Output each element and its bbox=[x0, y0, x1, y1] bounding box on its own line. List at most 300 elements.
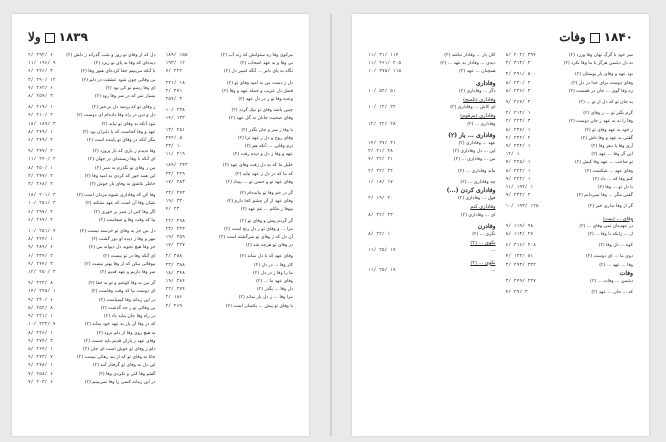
entry-text: چه وفاداری ... (۲) bbox=[460, 179, 496, 185]
entry-text: بی وفائی تو ز حد گذشت (۲) bbox=[100, 305, 156, 311]
entry-text: به جان تو که دل از تو ... (۲) bbox=[578, 100, 633, 106]
entry-row bbox=[28, 338, 156, 346]
entry-reference: ۱۱/ ۲۶۱/ ۲۰۵ bbox=[368, 61, 402, 67]
entry-reference: ۸/ ۲۲۷/ ۱ bbox=[505, 127, 531, 133]
entry-text: دل وفا ... بگذر (۲) bbox=[257, 287, 293, 293]
entry-text: ماند وفاداری ... (۲) bbox=[458, 168, 496, 174]
entry-reference: ۲/ ۲۱۲/ ۱ bbox=[505, 111, 531, 117]
entry-row bbox=[28, 354, 156, 362]
entry-reference: ۷/ ۲۲۵/ ۱ bbox=[505, 160, 531, 166]
entry-text: اگر وفا کنی از عمر بر خوری (۲) bbox=[93, 209, 156, 215]
entry-row bbox=[166, 52, 294, 60]
entry-text: نکوی ... (۲) bbox=[470, 240, 496, 247]
entry-row bbox=[28, 77, 156, 85]
entry-text: وفاداری bbox=[475, 79, 496, 87]
entry-reference: ۳/ ۲۴۷/ ۲ bbox=[28, 173, 53, 179]
entry-row bbox=[368, 168, 496, 176]
entry-row bbox=[28, 112, 156, 120]
entry-row bbox=[28, 269, 156, 277]
entry-row bbox=[368, 231, 496, 239]
entry-text: فول ... وفاداری (۲) bbox=[457, 196, 496, 202]
entry-text: وفای عهد که با دل نماند (۲) bbox=[239, 254, 293, 260]
entry-row bbox=[368, 148, 496, 156]
entry-reference: ۳/ ۲۹۰/ ۱۲ bbox=[28, 77, 56, 83]
entry-text: با آنکه می‌بینم جفا کرده‌ای هنوز وفا (۲) bbox=[80, 69, 156, 75]
entry-text: نگاه به پای دلبر ... آنگه اسیر دل (۲) bbox=[223, 69, 293, 75]
entry-row bbox=[368, 259, 496, 267]
entry-row bbox=[368, 60, 496, 68]
entry-reference: ۸/ ۲۱۹/ ۱ bbox=[28, 105, 53, 111]
entry-text: وفای عهد تو و حسن تو ... بیداد (۲) bbox=[225, 179, 293, 185]
entry-heading bbox=[368, 187, 496, 195]
entry-reference: ۳/ ۲۴۹/ ۲۲۷ bbox=[505, 279, 536, 285]
entry-row bbox=[506, 215, 634, 223]
entry-reference: ۸/ ۲۲۴/ ۱ bbox=[28, 237, 53, 243]
entry-reference: ۶/ ۲۶۷/ ۲ bbox=[28, 217, 53, 223]
entry-reference: ۶/ ۲۹۷/ ۲ bbox=[28, 209, 53, 215]
entry-row bbox=[28, 85, 156, 93]
entry-text: دشمن ... وفات ... (۲) bbox=[590, 279, 633, 285]
entry-text: وفاداری کردن (...) bbox=[446, 187, 496, 195]
entry-row bbox=[506, 223, 634, 231]
entry-row bbox=[166, 262, 294, 270]
entry-row bbox=[506, 80, 634, 88]
entry-text: در این زمانه کسی را وفا نمی‌بینم (۲) bbox=[84, 379, 156, 385]
entry-row bbox=[28, 244, 156, 252]
entry-reference: ۶/ ۲۴۹/ ۲ bbox=[28, 138, 53, 144]
entry-reference: ۱۰/ ۱۲/ ۲۲ bbox=[368, 105, 396, 111]
entry-row bbox=[368, 267, 496, 275]
page-header bbox=[28, 30, 293, 46]
entry-row bbox=[368, 156, 496, 164]
entry-row bbox=[28, 236, 156, 244]
entry-text: همچنان ... عهد (۲) bbox=[459, 69, 496, 75]
entry-row bbox=[506, 168, 634, 176]
entry-reference: ۱۷/ ۲۸۳ bbox=[165, 179, 185, 185]
entry-text: دوی ما ... ای دوست (۲) bbox=[586, 254, 633, 260]
entry-reference: ۱۳/ ۲۵۱ bbox=[165, 127, 185, 133]
entry-row bbox=[506, 184, 634, 192]
entry-reference: ۲۳/ ۲۲۹ bbox=[165, 171, 185, 177]
entry-row bbox=[28, 93, 156, 101]
entry-text: من ز وفای تو نگذرم به عمر (۲) bbox=[95, 165, 156, 171]
entry-row bbox=[368, 212, 496, 220]
entry-text: بسیار سر که در سر وفا رود (۲) bbox=[94, 94, 156, 100]
column bbox=[506, 52, 634, 424]
entry-reference: ۱۸/ ۳۴۸ bbox=[165, 270, 185, 276]
entry-row bbox=[166, 226, 294, 234]
entry-text: این گر وفا ... عهد (۲) bbox=[591, 152, 633, 158]
entry-text: ای کاش ... وفاداری (۲) bbox=[450, 105, 496, 111]
entry-row bbox=[28, 228, 156, 236]
entry-reference: ۱۲/ ۲۲/ ۲۸ bbox=[368, 121, 396, 127]
entry-text: وفای دوست برای خدا در دل (۲) bbox=[571, 80, 633, 86]
entry-row bbox=[28, 52, 156, 60]
entry-row bbox=[166, 270, 294, 278]
entry-reference: ۳/ ۳۱۳/ ۳ bbox=[505, 61, 531, 67]
entry-text: عهد و وفا ز دل و دیده رفت (۲) bbox=[233, 152, 293, 158]
entry-row bbox=[166, 96, 294, 104]
entry-heading bbox=[368, 80, 496, 88]
entry-reference: ۹/ ۲۳۲/ ۲ bbox=[505, 193, 531, 199]
entry-row bbox=[28, 173, 156, 181]
entry-text: جز وفا هیچ نجوید دل دیوانه من (۲) bbox=[88, 245, 156, 251]
entry-row bbox=[166, 143, 294, 151]
entry-row bbox=[368, 239, 496, 247]
book-gutter bbox=[330, 14, 332, 436]
entry-reference: ۹/ ۲۴۷/ ۲ bbox=[28, 149, 53, 155]
entry-row bbox=[166, 206, 294, 214]
entry-text: مگر آنکه در وفای تو پاینده است (۲) bbox=[87, 138, 156, 144]
entry-reference: ۹/ ۲۴۳/ ۷ bbox=[28, 355, 53, 361]
entry-text: بیوفا ز ملکم ... غم عهد (۲) bbox=[240, 207, 293, 213]
entry-text: وفادرن bbox=[477, 222, 496, 230]
entry-text: گر در خم وفا تو مانده‌ام (۲) bbox=[239, 191, 293, 197]
entry-reference: ۱۰/ ۱۹۳/ ۱۲۵ bbox=[505, 204, 539, 210]
entry-text: که ما که در دل ز عهد نیاید (۲) bbox=[235, 171, 293, 177]
column bbox=[28, 52, 156, 424]
entry-text: دل و دین در راه وفا داده‌ام ای دوست (۲) bbox=[76, 113, 156, 119]
entry-row bbox=[506, 71, 634, 79]
entry-reference: ۹/ ۲۴۸/ ۱ bbox=[28, 363, 53, 369]
entry-reference: ۱۸/ ۱۸۹/ ۳ bbox=[28, 121, 56, 127]
entry-reference: ۶/ ۲۲۶/ ۳ bbox=[28, 69, 53, 75]
entry-text: بی وفا و بد عهد اصحاب (۲) bbox=[240, 61, 293, 67]
entry-row bbox=[368, 179, 496, 187]
entry-row bbox=[28, 371, 156, 379]
entry-row bbox=[28, 68, 156, 76]
entry-reference: ۱۱/ ۲۱۹ bbox=[165, 152, 185, 158]
entry-text: با دل تو ... وفا (۲) bbox=[597, 185, 633, 191]
entry-reference: ۲/ ۲۹۲/ ۶ bbox=[28, 53, 53, 58]
entry-reference: ۱۹/ ۲۸۴ bbox=[165, 279, 185, 285]
entry-reference: ۱۰/ ۵۲/ ۵۱ bbox=[368, 88, 396, 94]
entry-reference: ۹/ ۲۳۰/ ۶ bbox=[28, 297, 53, 303]
entry-text: در این زمانه وفا کیمیاست (۲) bbox=[98, 297, 156, 303]
entry-text: آری وفا با دهر وفا (۲) bbox=[591, 144, 633, 150]
entry-row bbox=[506, 203, 634, 211]
entry-reference: ۱۹/ ۳۳۰ bbox=[165, 199, 185, 205]
entry-row bbox=[166, 190, 294, 198]
entry-row bbox=[166, 127, 294, 135]
entry-reference: ۸/ ۲۲۶/ ۱ bbox=[28, 330, 53, 336]
entry-text: دل که از وفای تو روز و شب گذراند ز دلش (۲) bbox=[66, 53, 156, 58]
entry-row bbox=[166, 242, 294, 250]
entry-reference: ۹/ ۲۴۴/ ۳ bbox=[28, 261, 53, 267]
entry-text: بیا که وقت وفا و صفاست (۲) bbox=[99, 217, 156, 223]
entry-text: وفا ... عهد ... (۲) bbox=[599, 262, 633, 268]
entry-text: دلم ز وفای تو خوش است ای جان (۲) bbox=[83, 346, 156, 352]
entry-reference: ۹/ ۲۲۲/ ۱ bbox=[505, 144, 531, 150]
entry-text: ز خود به عهد وفای تو (۲) bbox=[584, 127, 633, 133]
entry-row bbox=[28, 362, 156, 370]
entry-text: با وفا ز سر و جان بگذر (۲) bbox=[241, 127, 293, 133]
entry-text: گفتم وفا کنی و نکردی وفا (۲) bbox=[98, 371, 156, 377]
entry-text: ز وفای تو که پرسد دل بی‌خبر (۲) bbox=[91, 105, 156, 111]
entry-row bbox=[28, 148, 156, 156]
entry-row bbox=[28, 60, 156, 68]
entry-row bbox=[506, 231, 634, 239]
entry-text: کان یار ... وفادار نباشد (۲) bbox=[444, 53, 496, 58]
entry-reference: ۶/ ۲۱۶/ ۲۰۸ bbox=[505, 243, 536, 249]
entry-row bbox=[28, 137, 156, 145]
entry-reference: ۸/ ۲۵۰/ ۱ bbox=[28, 165, 53, 171]
entry-row bbox=[166, 162, 294, 170]
entry-row bbox=[166, 278, 294, 286]
entry-text: در راه وفا جان بباید داد (۲) bbox=[103, 314, 156, 320]
entry-reference: ۴/ ۲۳ bbox=[165, 207, 180, 213]
entry-reference: ۲۵۴/ ۳ bbox=[165, 97, 183, 103]
entry-row bbox=[506, 289, 634, 297]
entry-reference: ۸/ ۲۲۲/ ۱ bbox=[505, 168, 531, 174]
entry-text: زه وفا گوی ... جان در قفست (۲) bbox=[568, 88, 633, 94]
entry-reference: ۸/ ۲۵۴/ ۳ bbox=[28, 94, 53, 100]
entry-text: ای آنکه با وفا زیسته‌ای در جهان (۲) bbox=[87, 157, 156, 163]
entry-text: گفتی مگر ... وفا نمی‌دانم (۲) bbox=[576, 193, 633, 199]
entry-text: ... bbox=[491, 267, 496, 273]
entry-row bbox=[28, 217, 156, 225]
entry-text: ای آنکه وفا در تو نیست (۲) bbox=[103, 253, 156, 259]
entry-reference: ۱۱/ ۲۴۰/ ۲ bbox=[28, 157, 56, 163]
entry-row bbox=[166, 198, 294, 206]
entry-reference: ۴/ ۲۶۲/ ۶ bbox=[28, 85, 53, 91]
entry-row bbox=[166, 68, 294, 76]
entry-reference: ۹/ ۲۲۱/ ۱ bbox=[28, 314, 53, 320]
entry-row bbox=[166, 135, 294, 143]
entry-text: ای دوست بیا که وقت وفاست (۲) bbox=[91, 289, 156, 295]
entry-reference: ۱۱/ ۱۹۶/ ۹ bbox=[28, 61, 56, 67]
entry-row bbox=[28, 192, 156, 200]
entry-row bbox=[368, 68, 496, 76]
entry-reference: ۱۲/ ۲۵۰/ ۳ bbox=[28, 270, 56, 276]
entry-row bbox=[506, 278, 634, 286]
entry-row bbox=[506, 151, 634, 159]
entry-text: این همه جور که کردی به امید وفا (۲) bbox=[84, 173, 156, 179]
entry-text: نشان وفا آن است که عهد نشکند (۲) bbox=[85, 201, 156, 207]
entry-reference: ۲/ ۲۲۲/ ۲ bbox=[505, 135, 531, 141]
entry-reference: ۵/ ۲۶۴/ ۱ bbox=[28, 346, 53, 352]
entry-row bbox=[506, 60, 634, 68]
entry-text: بود عهد و وفای یار بوستان (۲) bbox=[575, 72, 633, 78]
entry-reference: ۱۴/ ۱۳۳ bbox=[165, 116, 185, 122]
header-right bbox=[559, 30, 633, 44]
entry-row bbox=[506, 99, 634, 107]
entry-text: عهد و وفا کجاست که با دلبران بود (۲) bbox=[82, 129, 156, 135]
entry-text: گرم بگیر تو ... ز وفای (۲) bbox=[583, 111, 633, 117]
entry-row bbox=[506, 262, 634, 270]
entry-text: وفاداری ... یار (۲) bbox=[448, 131, 496, 139]
entry-reference: ۸/ ۲۲/ ۱ bbox=[368, 232, 391, 238]
entry-text: وفا کن که وفاداری شیوه مردان است (۲) bbox=[76, 193, 156, 199]
header-left bbox=[28, 30, 88, 44]
entry-reference: ۱۰/ ۲۳۸ bbox=[165, 108, 185, 114]
entry-row bbox=[28, 288, 156, 296]
entry-reference: ۱۱/ ۳۱/ ۱۱۴ bbox=[368, 53, 399, 58]
entry-reference: ۹/ ۲۶۷/ ۳۰ bbox=[505, 100, 534, 106]
entry-text: دگر ... وفاداری (۲) bbox=[458, 88, 496, 94]
entry-text: سر وفا داریم و عهد قدیم (۲) bbox=[100, 270, 156, 276]
entry-row bbox=[166, 234, 294, 242]
entry-text: مهر و وفا ز دیده او دور گشت (۲) bbox=[91, 237, 156, 243]
entry-reference: ۲۳/ ۲۲۳ bbox=[165, 226, 185, 232]
entry-reference: ۱۰/ ۲۵۱/ ۳ bbox=[28, 201, 56, 207]
entry-row bbox=[368, 195, 496, 203]
entry-row bbox=[368, 140, 496, 148]
entry-row bbox=[368, 112, 496, 120]
entry-reference: ۱/ ۱۸/ ۱۷ bbox=[368, 179, 393, 185]
entry-text: دیدی ... وفادار به عهد ... (۲) bbox=[440, 61, 496, 67]
entry-reference: ۸/ ۲۰۲/ ۳۹۴ bbox=[505, 53, 536, 58]
entry-row bbox=[28, 305, 156, 313]
entry-text: به هیچ روی وفا از دلم نرود (۲) bbox=[96, 330, 156, 336]
entry-row bbox=[166, 60, 294, 68]
entry-row bbox=[28, 253, 156, 261]
column bbox=[166, 52, 294, 424]
columns bbox=[368, 52, 633, 424]
entry-text: وعده وفا تو ز در دل عهد (۲) bbox=[238, 97, 293, 103]
entry-text: ... bbox=[491, 248, 496, 254]
entry-reference: ۲/ ۲۶۹ bbox=[165, 303, 183, 309]
left-page bbox=[12, 14, 309, 436]
entry-row bbox=[28, 209, 156, 217]
page-number: ۱۸۴۰ bbox=[603, 30, 633, 44]
entry-text: وفاداری (مرقوم) bbox=[460, 113, 496, 120]
entry-row bbox=[28, 156, 156, 164]
entry-row bbox=[28, 121, 156, 129]
entry-reference: ۸/ ۲۴۹/ ۱ bbox=[28, 129, 53, 135]
entry-row bbox=[368, 121, 496, 129]
entry-heading bbox=[368, 132, 496, 140]
entry-text: از ... زانکه با وفا ... (۲) bbox=[587, 232, 633, 238]
column bbox=[368, 52, 496, 424]
entry-text: کنم وفا که ... داد (۲) bbox=[592, 176, 633, 182]
entry-text: در عهدمان نمی وفای ... (۲) bbox=[579, 223, 633, 229]
entry-row bbox=[506, 118, 634, 126]
entry-reference: ۲/ ۱۹/ ۲۰ bbox=[368, 196, 393, 202]
entry-text: ای ... وفاداری (۲) bbox=[460, 212, 496, 218]
entry-text: مرا ... و وفای تو ز دل رنج است (۲) bbox=[224, 226, 293, 232]
entry-text: بیوفائی مکن که از وفا بهتر نیست (۲) bbox=[84, 261, 156, 267]
entry-reference: ۲/ ۲۲۳/ ۳ bbox=[505, 119, 531, 125]
entry-row bbox=[166, 80, 294, 88]
entry-row bbox=[506, 159, 634, 167]
entry-row bbox=[506, 143, 634, 151]
square-icon bbox=[45, 33, 55, 43]
entry-text: وفای عهد ز یاران قدیم باید جست (۲) bbox=[84, 338, 156, 344]
entry-reference: ۸/ ۲۲/ ۲۳ bbox=[368, 212, 393, 218]
entry-text: دیده‌ای که وفا به پای تو ریزد (۲) bbox=[93, 61, 156, 67]
entry-reference: ۹/ ۱۱۹/ ۹۸ bbox=[505, 223, 534, 229]
entry-text: وفای روح و دل ز عهد ترا (۲) bbox=[237, 135, 293, 141]
entry-row bbox=[368, 203, 496, 211]
entry-row bbox=[506, 127, 634, 135]
entry-text: با وفای تو پیش ... یکسان است (۲) bbox=[225, 303, 293, 309]
entry-reference: ۱۰/ ۲۳۲/ ۷ bbox=[28, 322, 56, 328]
entry-row bbox=[166, 107, 294, 115]
entry-text: بی وفائی چون شود عشقت در دلم (۲) bbox=[81, 77, 156, 83]
entry-text: گفتی به عهد و وفا باش (۲) bbox=[581, 135, 633, 141]
entry-text: وفای عهد ... شکست (۲) bbox=[585, 168, 633, 174]
entry-reference: ۹/ ۲۲۲/ ۱ bbox=[505, 176, 531, 182]
running-head: ولا bbox=[28, 30, 41, 44]
entry-text: وفاداری (تلمیح) bbox=[463, 97, 496, 104]
entry-row bbox=[368, 104, 496, 112]
entry-reference: ۷/ ۲۰۳/ ۶ bbox=[28, 379, 53, 385]
entry-reference: ۲۴۲/ ۵ bbox=[165, 135, 183, 141]
entry-row bbox=[506, 242, 634, 250]
entry-reference: ۱۸/ ۲۰۱/ ۳ bbox=[28, 193, 56, 199]
entry-reference: ۱۹/ ۲۵۹ bbox=[165, 235, 185, 241]
entry-text: مرا وفا ... ز دل یار نماند (۲) bbox=[238, 295, 293, 301]
entry-row bbox=[28, 379, 156, 387]
entry-reference: ۱۱/ ۲۵/ ۱۷ bbox=[368, 267, 396, 273]
page-header bbox=[368, 30, 633, 46]
entry-row bbox=[28, 330, 156, 338]
entry-heading bbox=[506, 270, 634, 278]
entry-text: گر از وفا نداری خبر (۲) bbox=[588, 204, 633, 210]
entry-text: خلیل ما که به دل رفت وفای عهد (۲) bbox=[222, 163, 293, 169]
entry-reference: ۴/ ۲۲/ ۲۱ bbox=[368, 157, 393, 163]
entry-row bbox=[368, 88, 496, 96]
entry-reference: ۷/ ۲۵۸/ ۶ bbox=[28, 371, 53, 377]
entry-text: آن دل که ز وفای تو سرگشته است (۲) bbox=[219, 235, 293, 241]
entry-row bbox=[28, 165, 156, 173]
entry-row bbox=[28, 297, 156, 305]
entry-text: کوه ... دل وفا (۲) bbox=[598, 243, 633, 249]
entry-text: وفات bbox=[619, 269, 633, 277]
entry-row bbox=[166, 303, 294, 311]
entry-row bbox=[28, 313, 156, 321]
entry-row bbox=[368, 247, 496, 255]
entry-reference: ۲/ ۱۸۶ bbox=[165, 295, 183, 301]
entry-reference: ۲۳/ ۱۰ bbox=[165, 144, 183, 150]
page-number: ۱۸۳۹ bbox=[58, 30, 88, 44]
entry-row bbox=[166, 294, 294, 302]
entry-text: دل من جز به وفای تو خرسند نیست (۲) bbox=[79, 229, 156, 235]
entry-row bbox=[28, 346, 156, 354]
entry-text: تو صاحب ... عهد وفا کیش (۲) bbox=[574, 160, 633, 166]
running-head: وفات bbox=[559, 30, 586, 44]
entry-reference: ۷/ ۲۲۲ bbox=[165, 69, 183, 75]
entry-text: من ... وفاداری ... (۲) bbox=[453, 157, 496, 163]
entry-row bbox=[166, 218, 294, 226]
entry-reference: ۱۷/ ۲۲۷ bbox=[165, 243, 185, 249]
entry-text: وفاداری ... (۲) bbox=[467, 121, 496, 127]
entry-reference: ۳/ ۲۱/ ۲۸ bbox=[368, 149, 393, 155]
entry-text: که در وفا آن یار به عهد خود بماند (۲) bbox=[84, 322, 156, 328]
entry-row bbox=[506, 176, 634, 184]
entry-row bbox=[368, 52, 496, 60]
entry-text: وفا را نه به عهد ز جان دوست (۲) bbox=[568, 119, 633, 125]
entry-text: این ... دل وفاداری (۲) bbox=[452, 149, 496, 155]
entry-reference: ۲۲۱/ ۱۸ bbox=[165, 80, 185, 86]
entry-reference: ۱۱/ ۱۹۲/ ۱ bbox=[505, 185, 534, 191]
entry-row bbox=[506, 135, 634, 143]
entry-reference: ۶/ ۲۳۴/ ۲ bbox=[28, 253, 53, 259]
entry-row bbox=[28, 321, 156, 329]
entry-row bbox=[166, 115, 294, 123]
entry-text: که ... جان ... عهد (۲) bbox=[591, 290, 633, 296]
entry-row bbox=[506, 52, 634, 60]
entry-row bbox=[166, 253, 294, 261]
entry-text: وفای ... (بیت) bbox=[603, 215, 633, 222]
entry-row bbox=[28, 200, 156, 208]
entry-row bbox=[28, 104, 156, 112]
entry-text: خاطر عاشق به وفای یار خوش (۲) bbox=[89, 182, 156, 188]
entry-reference: ۳/ ۲۶۸/ ۲ bbox=[28, 182, 53, 188]
entry-row bbox=[506, 110, 634, 118]
entry-text: وفا ندیدم ز یاری که ناز پرورد (۲) bbox=[92, 149, 156, 155]
